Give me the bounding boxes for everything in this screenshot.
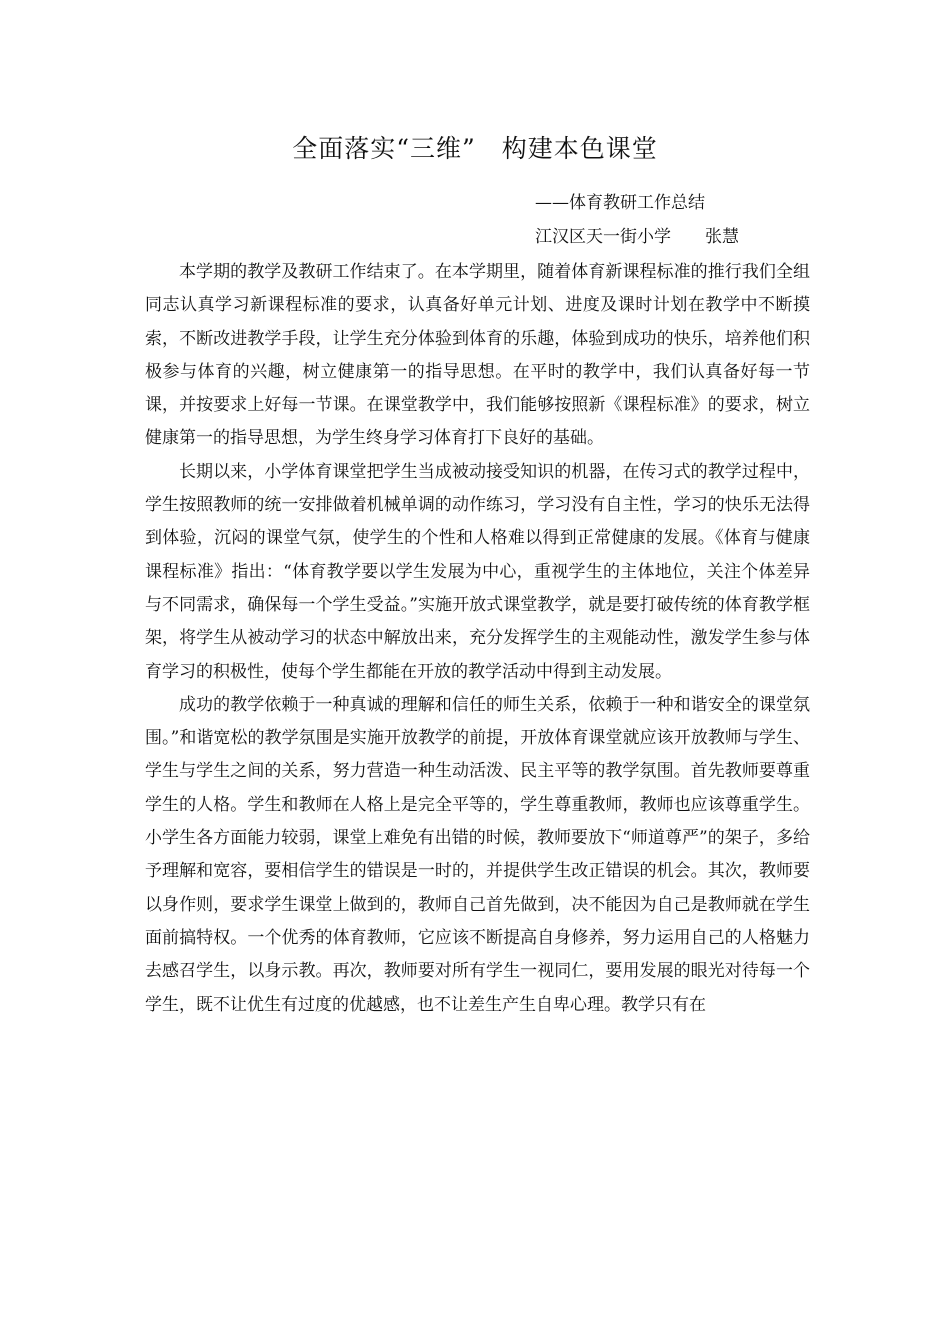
- document-title: 全面落实“三维” 构建本色课堂: [292, 134, 658, 163]
- document-body: [145, 256, 810, 1022]
- paragraph-1: 本学期的教学及教研工作结束了。在本学期里，随着体育新课程标准的推行我们全组同志认真学习新课程标准的要求，认真备好单元计划、进度及课时计划在教学中不断摸索，不断改进教学手段，让学生充分体验到体育的乐趣，体验到成功的快乐，培养他们积极参与体育的兴趣，树立健康第一的指导思想。在平时的教学中，我们认真备好每一节课，并按要求上好每一节课。在课堂教学中，我们能够按照新《课程标准》的要求，树立健康第一的指导思想，为学生终身学习体育打下良好的基础。: [145, 262, 810, 449]
- paragraph-3: 成功的教学依赖于一种真诚的理解和信任的师生关系，依赖于一种和谐安全的课堂氛围。”和谐宽松的教学氛围是实施开放教学的前提，开放体育课堂就应该开放教师与学生、学生与学生之间的关系，努力营造一种生动活泼、民主平等的教学氛围。首先教师要尊重学生的人格。学生和教师在人格上是完全平等的，学生尊重教师，教师也应该尊重学生。小学生各方面能力较弱，课堂上难免有出错的时候，教师要放下“师道尊严”的架子，多给予理解和宽容，要相信学生的错误是一时的，并提供学生改正错误的机会。其次，教师要以身作则，要求学生课堂上做到的，教师自己首先做到，决不能因为自己是教师就在学生面前搞特权。一个优秀的体育教师，它应该不断提高自身修养，努力运用自己的人格魅力去感召学生，以身示教。再次，教师要对所有学生一视同仁，要用发展的眼光对待每一个学生，既不让优生有过度的优越感，也不让差生产生自卑心理。教学只有在: [145, 694, 810, 1015]
- paragraph-2: 长期以来，小学体育课堂把学生当成被动接受知识的机器，在传习式的教学过程中，学生按照教师的统一安排做着机械单调的动作练习，学习没有自主性，学习的快乐无法得到体验，沉闷的课堂气氛，使学生的个性和人格难以得到正常健康的发展。《体育与健康课程标准》指出：“体育教学要以学生发展为中心，重视学生的主体地位，关注个体差异与不同需求，确保每一个学生受益。”实施开放式课堂教学，就是要打破传统的体育教学框架，将学生从被动学习的状态中解放出来，充分发挥学生的主观能动性，激发学生参与体育学习的积极性，使每个学生都能在开放的教学活动中得到主动发展。: [145, 461, 810, 682]
- document-subtitle: ——体育教研工作总结: [535, 193, 705, 213]
- author-line: 江汉区天一街小学 张慧: [535, 227, 739, 247]
